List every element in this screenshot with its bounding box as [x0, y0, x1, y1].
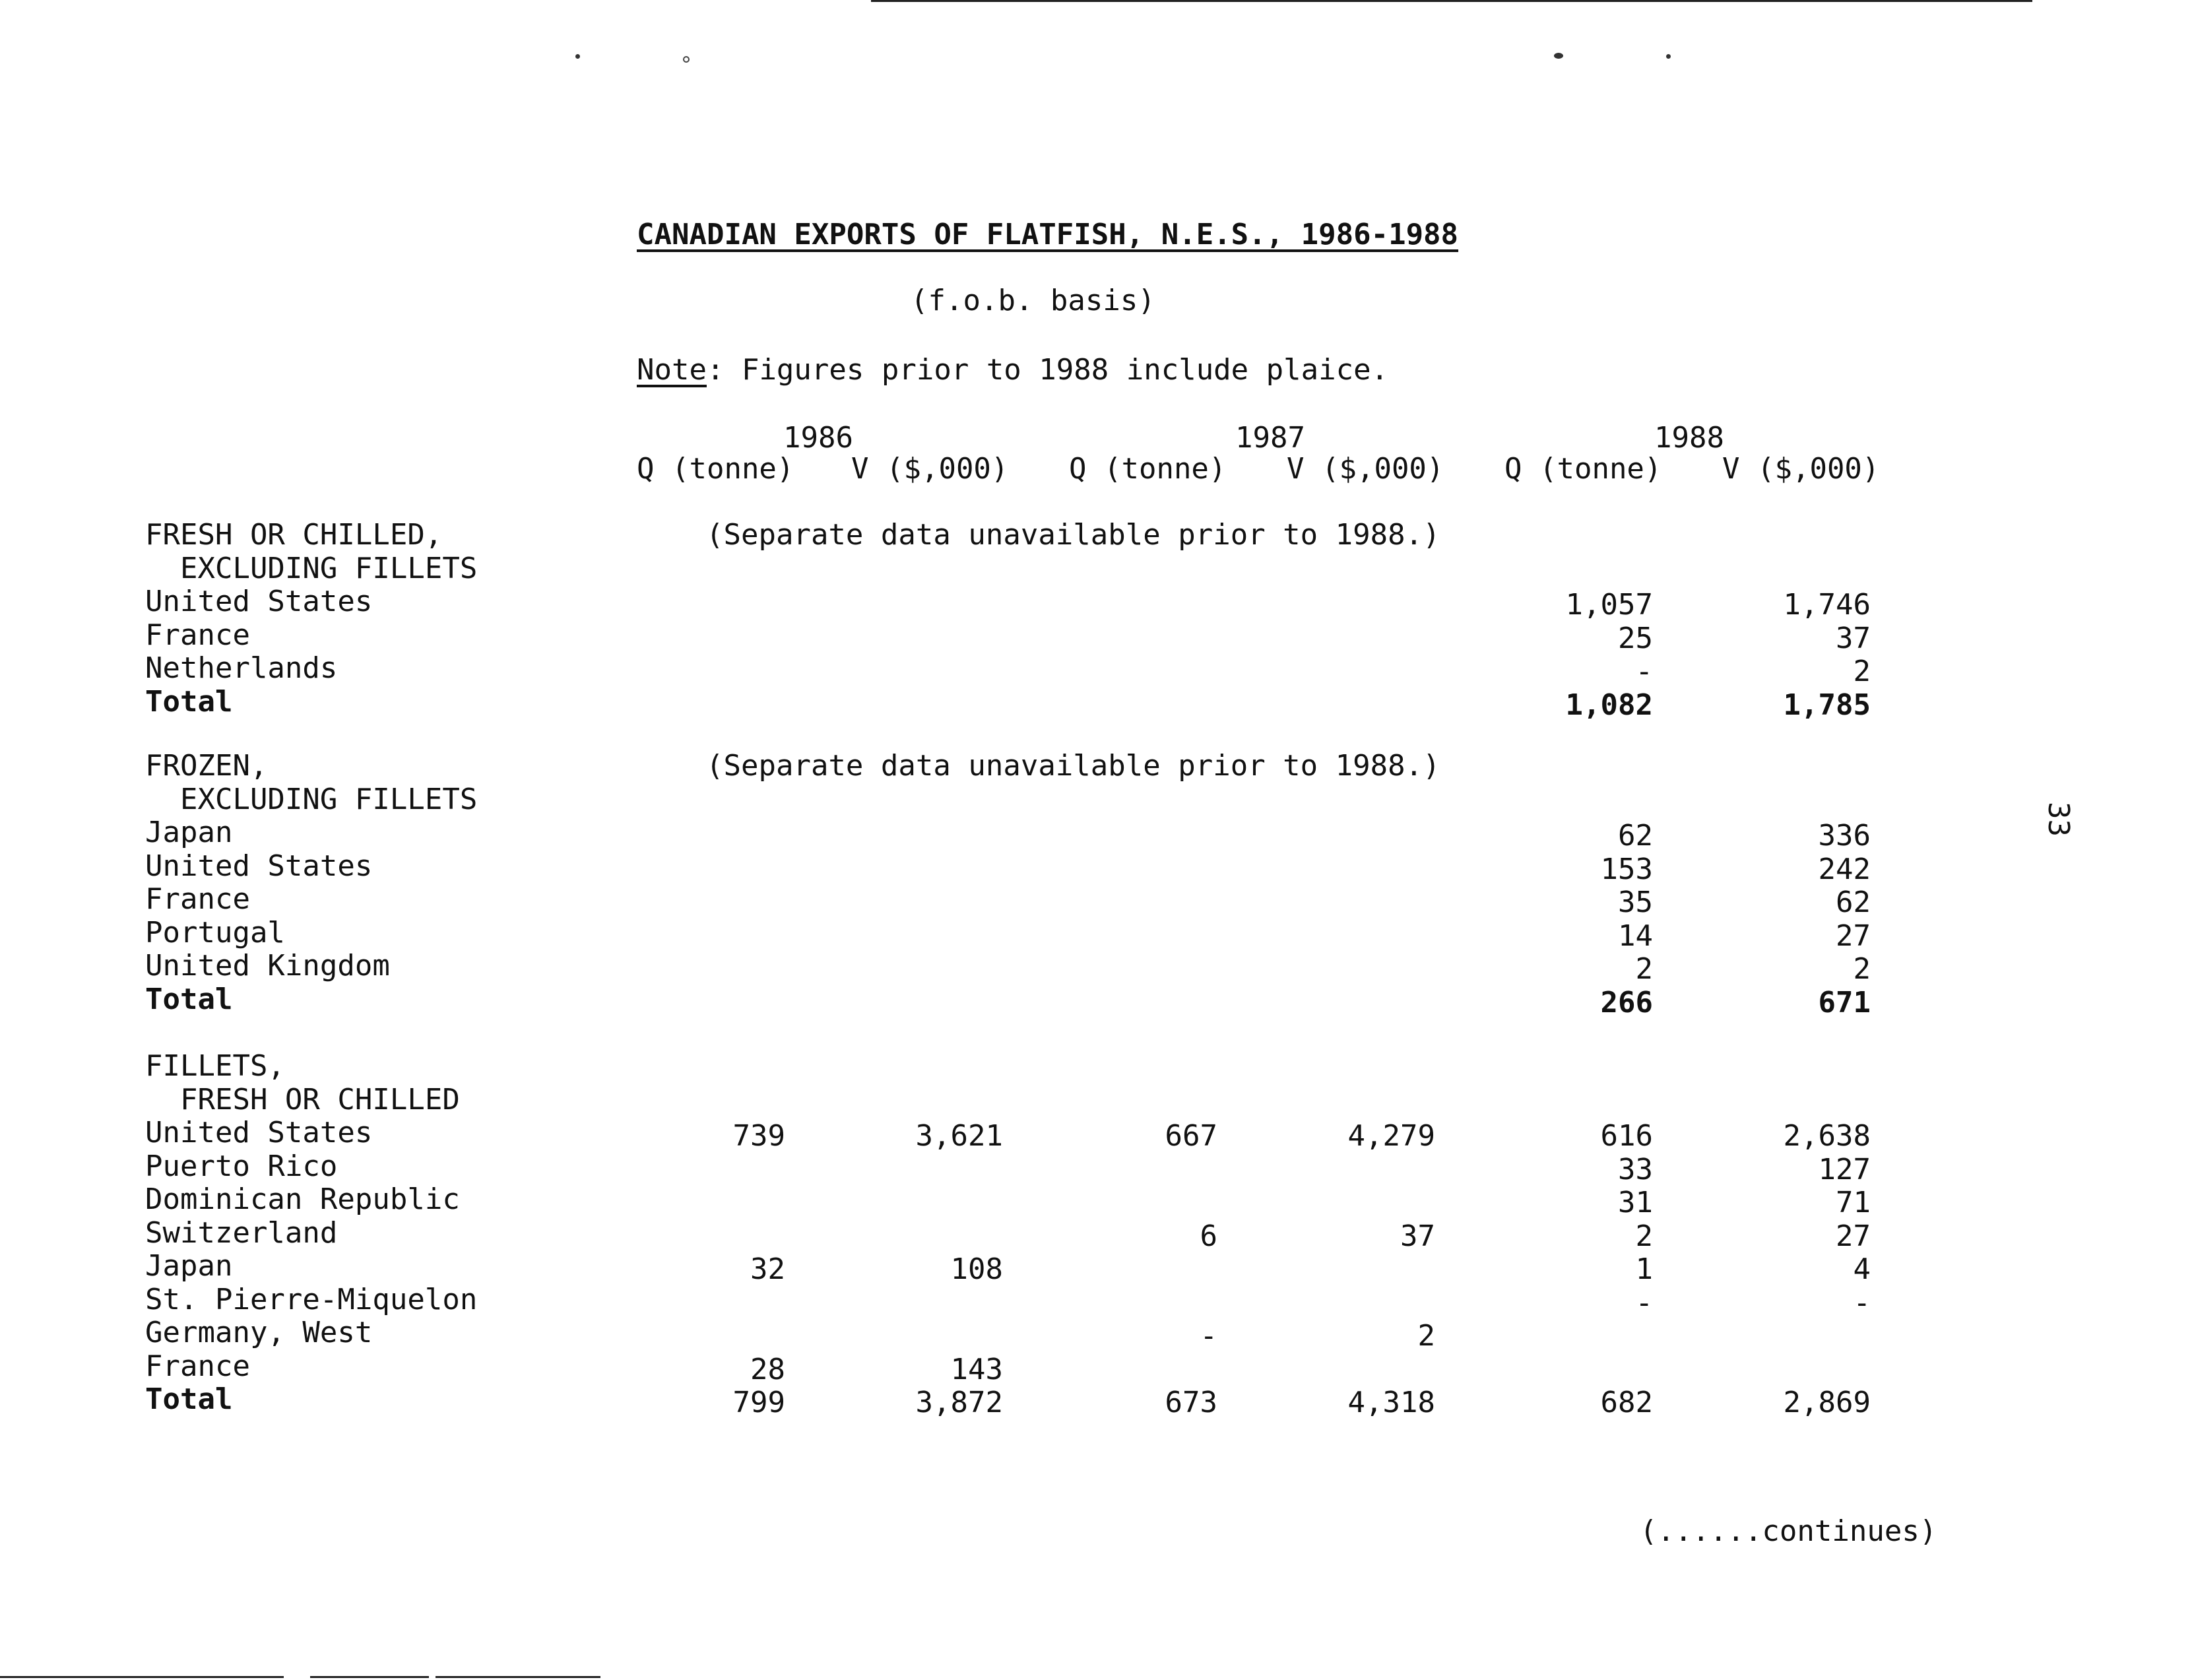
table-cell: - [1200, 1319, 1217, 1353]
row-label: United States [145, 585, 373, 618]
note-label: Note [637, 353, 707, 387]
table-cell: 1 [1635, 1252, 1653, 1286]
table-cell: 4,279 [1347, 1119, 1435, 1153]
row-label: Puerto Rico [145, 1149, 338, 1183]
section-note: (Separate data unavailable prior to 1988.) [706, 749, 1440, 783]
bottom-rule-right [436, 1676, 600, 1678]
table-cell: 682 [1600, 1386, 1653, 1419]
row-label: Japan [145, 816, 233, 849]
table-cell: - [1635, 655, 1653, 688]
table-cell: 336 [1818, 819, 1871, 853]
table-cell: 2 [1635, 952, 1653, 986]
row-label: United States [145, 1116, 373, 1149]
table-cell: 31 [1618, 1186, 1653, 1219]
document-subtitle: (f.o.b. basis) [911, 284, 1155, 317]
column-header: V ($,000) [851, 452, 1009, 486]
table-cell: 2,869 [1783, 1386, 1871, 1419]
table-cell: 108 [950, 1252, 1003, 1286]
row-label: France [145, 618, 250, 652]
row-label: Germany, West [145, 1316, 373, 1349]
row-label: Dominican Republic [145, 1182, 460, 1216]
total-row-label: Total [145, 982, 233, 1016]
column-header: Q (tonne) [637, 452, 794, 486]
speck [1666, 54, 1671, 59]
table-cell: 1,746 [1783, 588, 1871, 622]
row-label: France [145, 1349, 250, 1383]
year-header: 1988 [1654, 421, 1724, 455]
year-header: 1987 [1235, 421, 1305, 455]
table-cell: 27 [1836, 1219, 1871, 1253]
table-cell: 266 [1600, 985, 1653, 1019]
table-cell: 37 [1836, 621, 1871, 655]
top-rule [871, 0, 2032, 2]
section-heading: FRESH OR CHILLED [145, 1082, 460, 1116]
row-label: Japan [145, 1249, 233, 1283]
table-cell: 127 [1818, 1152, 1871, 1186]
table-cell: 4 [1853, 1252, 1871, 1286]
row-label: St. Pierre-Miquelon [145, 1282, 478, 1316]
table-cell: 32 [750, 1252, 785, 1286]
table-cell: - [1635, 1285, 1653, 1320]
speck [1554, 53, 1563, 59]
table-cell: 27 [1836, 919, 1871, 953]
column-header: Q (tonne) [1504, 452, 1662, 486]
document-note [637, 353, 1388, 387]
speck [683, 56, 690, 63]
table-cell: 71 [1836, 1186, 1871, 1219]
total-row-label: Total [145, 684, 233, 719]
table-cell: 671 [1818, 985, 1871, 1019]
section-note: (Separate data unavailable prior to 1988.) [706, 518, 1440, 552]
table-cell: 1,785 [1783, 688, 1871, 722]
continues-note: (......continues) [1640, 1514, 1937, 1548]
table-cell: 3,621 [915, 1119, 1003, 1153]
table-cell: 62 [1618, 819, 1653, 853]
table-cell: 1,082 [1565, 688, 1653, 722]
table-cell: 2 [1853, 655, 1871, 688]
table-cell: 153 [1600, 852, 1653, 886]
table-cell: 6 [1200, 1219, 1217, 1253]
row-label: United States [145, 849, 373, 883]
row-label: United Kingdom [145, 949, 390, 983]
table-cell: 35 [1618, 886, 1653, 919]
table-cell: 25 [1618, 621, 1653, 655]
table-cell: 739 [732, 1119, 785, 1153]
column-header: V ($,000) [1722, 452, 1880, 486]
table-cell: 616 [1600, 1119, 1653, 1153]
table-cell: 2 [1635, 1219, 1653, 1253]
table-cell: 673 [1165, 1386, 1217, 1419]
section-heading: EXCLUDING FILLETS [145, 551, 478, 585]
table-cell: 4,318 [1347, 1386, 1435, 1419]
bottom-rule-left [0, 1676, 284, 1678]
table-cell: 2,638 [1783, 1119, 1871, 1153]
table-cell: 242 [1818, 852, 1871, 886]
bottom-rule-mid [310, 1676, 429, 1678]
table-cell: 667 [1165, 1119, 1217, 1153]
table-cell: 2 [1853, 952, 1871, 986]
year-header: 1986 [783, 421, 853, 455]
table-cell: 62 [1836, 886, 1871, 919]
section-heading: FROZEN, [145, 749, 268, 783]
column-header: V ($,000) [1287, 452, 1444, 486]
table-cell: 28 [750, 1352, 785, 1386]
page-number: 33 [2042, 802, 2075, 837]
speck [575, 54, 580, 59]
table-cell: - [1853, 1285, 1871, 1320]
section-heading: EXCLUDING FILLETS [145, 782, 478, 816]
table-cell: 143 [950, 1352, 1003, 1386]
row-label: France [145, 882, 250, 916]
table-cell: 33 [1618, 1152, 1653, 1186]
table-cell: 1,057 [1565, 588, 1653, 622]
note-text: : Figures prior to 1988 include plaice. [706, 353, 1389, 387]
table-cell: 2 [1417, 1319, 1435, 1353]
document-title: CANADIAN EXPORTS OF FLATFISH, N.E.S., 1986-1988 [637, 218, 1459, 251]
total-row-label: Total [145, 1382, 233, 1416]
row-label: Portugal [145, 915, 285, 950]
column-header: Q (tonne) [1069, 452, 1227, 486]
row-label: Netherlands [145, 651, 338, 685]
table-cell: 799 [732, 1386, 785, 1419]
table-cell: 37 [1400, 1219, 1435, 1253]
table-cell: 14 [1618, 919, 1653, 953]
table-cell: 3,872 [915, 1386, 1003, 1419]
section-heading: FILLETS, [145, 1049, 285, 1083]
row-label: Switzerland [145, 1215, 338, 1250]
section-heading: FRESH OR CHILLED, [145, 518, 443, 552]
